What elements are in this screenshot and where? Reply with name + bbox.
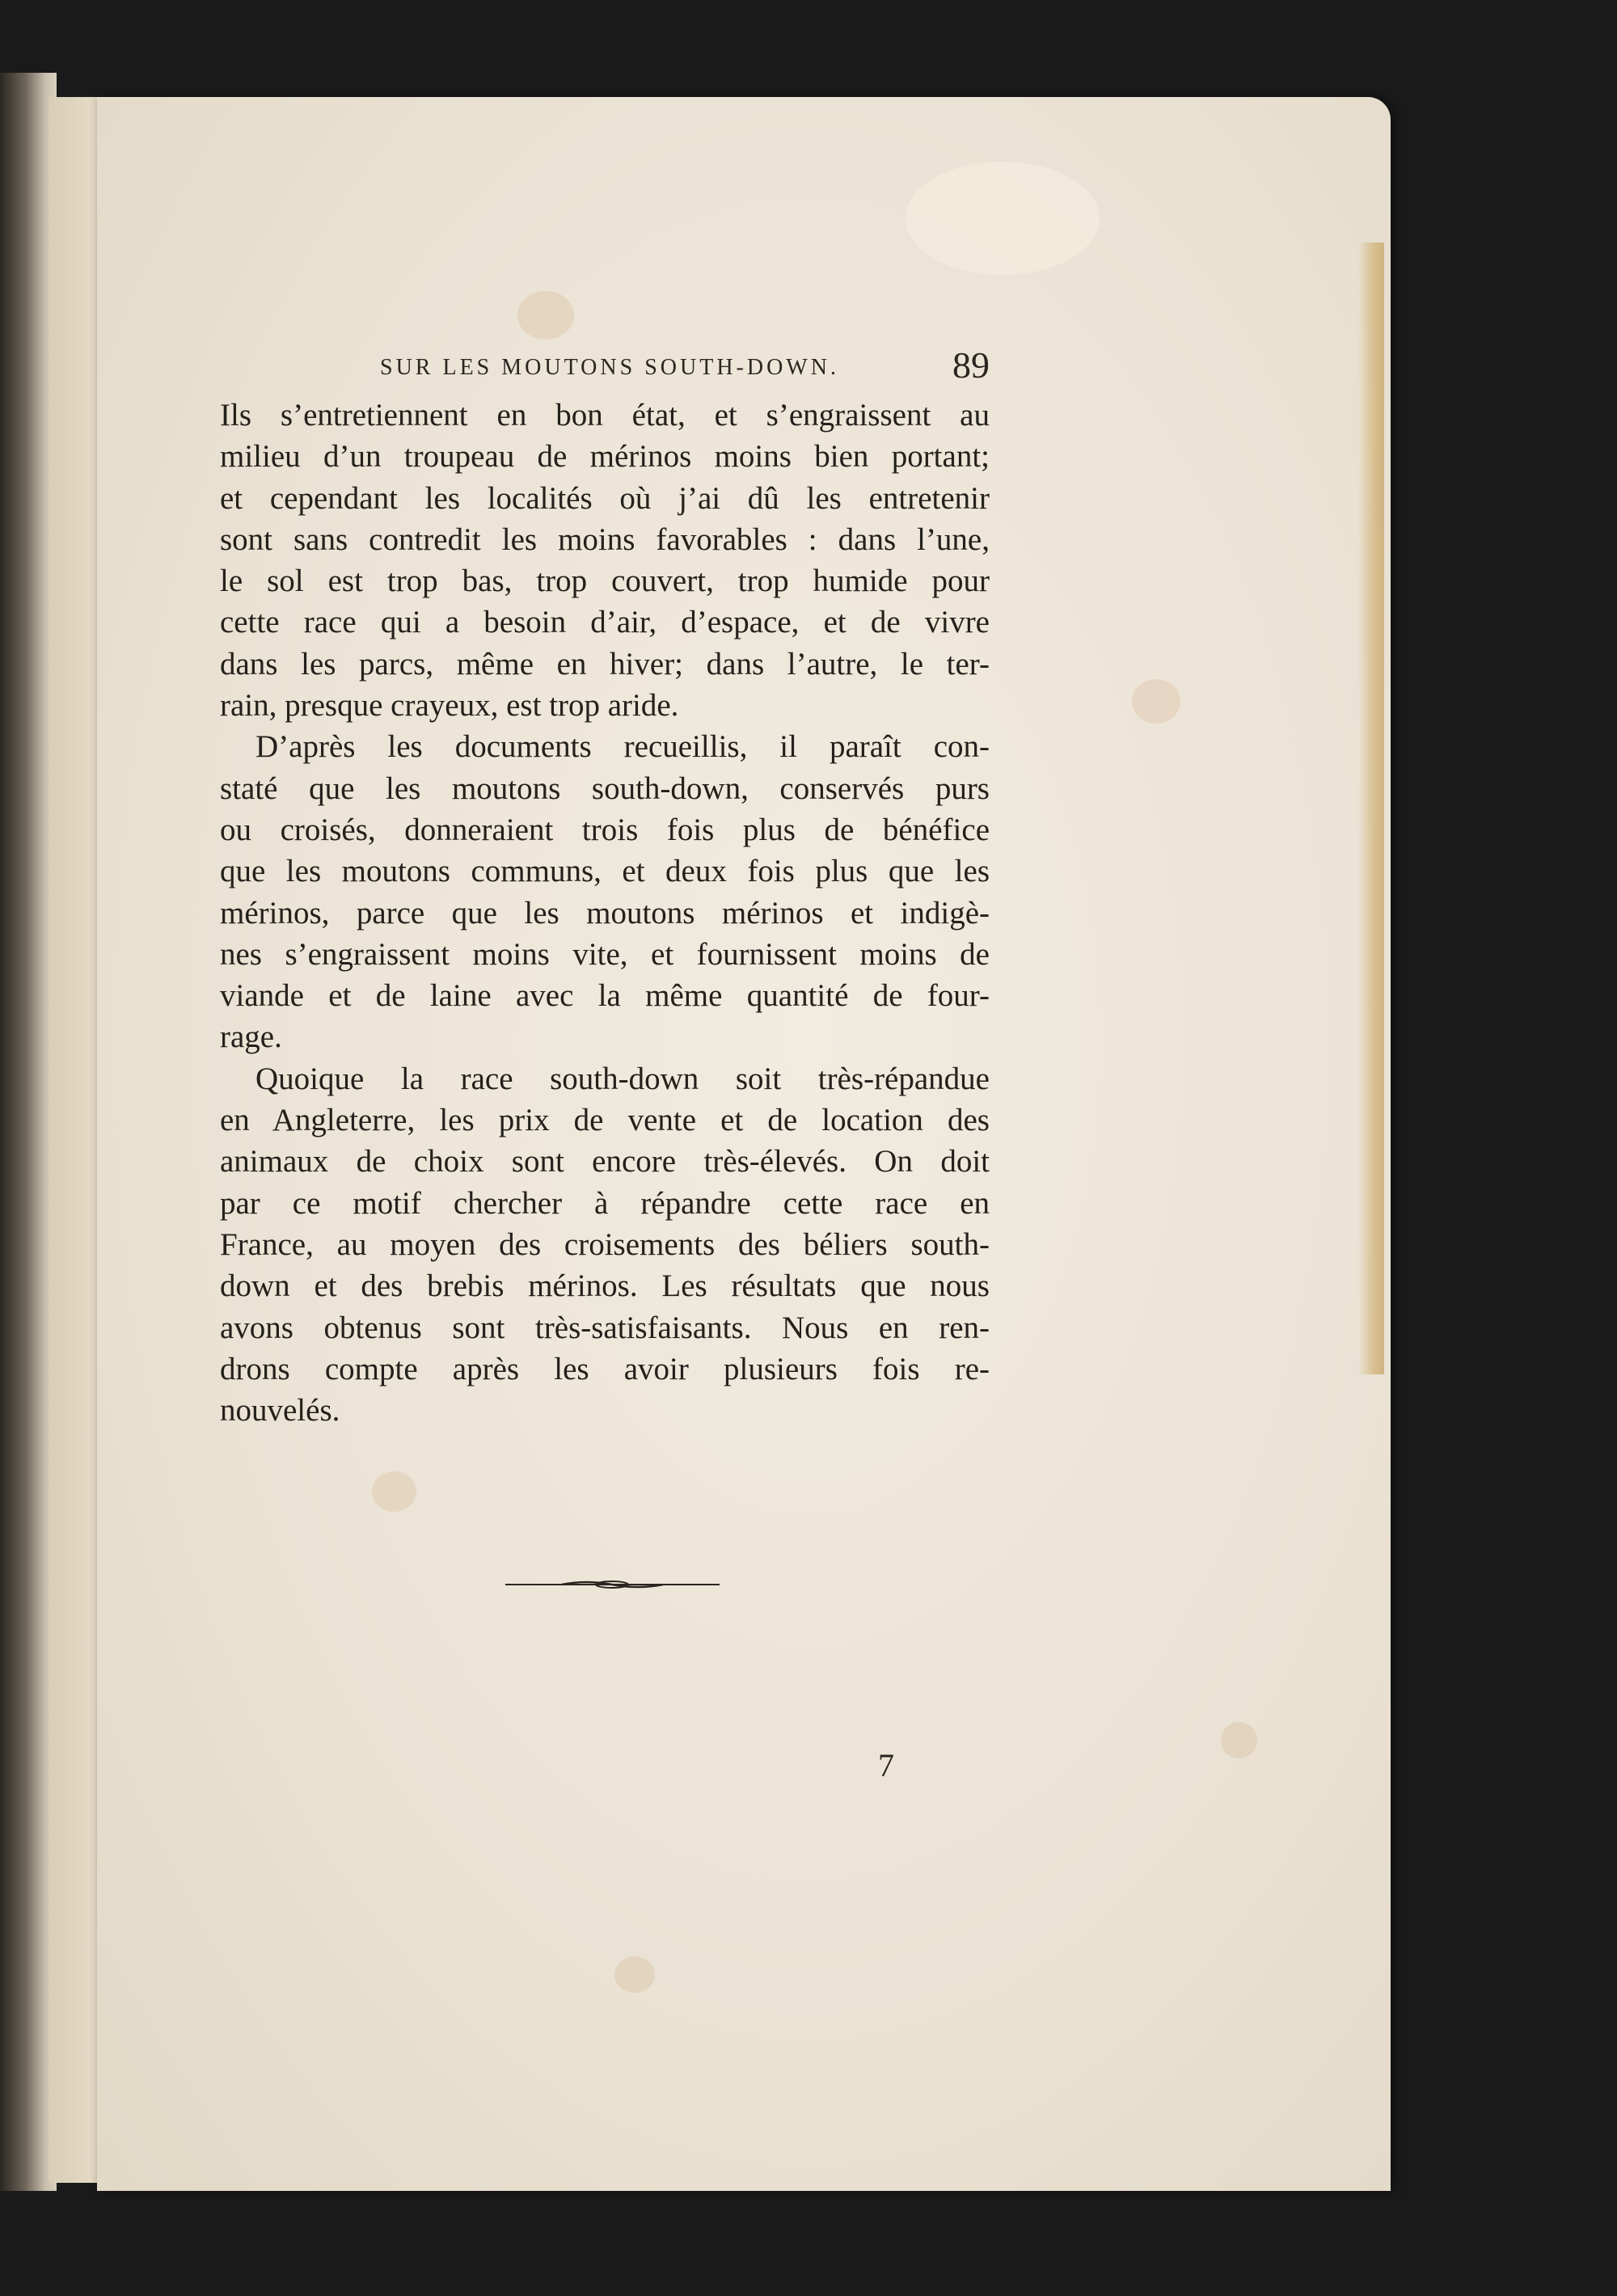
page-number: 89 [952,344,990,386]
text-line: cette race qui a besoin d’air, d’espace, et de vivre [220,605,990,640]
text-line: Quoique la race south-down soit très-répandue [255,1061,990,1096]
page-edge-tint [1358,243,1384,1374]
text-line: en Angleterre, les prix de vente et de location des [220,1103,990,1138]
text-line: staté que les moutons south-down, conservés purs [220,770,990,806]
text-line: Ils s’entretiennent en bon état, et s’engraissent au [220,398,990,433]
text-line: par ce motif chercher à répandre cette race en [220,1185,990,1221]
text-line: et cependant les localités où j’ai dû les entretenir [220,480,990,516]
text-line: rage. [220,1019,282,1055]
text-line: milieu d’un troupeau de mérinos moins bien portant; [220,439,990,475]
text-line: le sol est trop bas, trop couvert, trop humide pour [220,563,990,599]
text-line: D’après les documents recueillis, il paraît con- [255,729,990,765]
text-line: nouvelés. [220,1393,340,1429]
text-line: rain, presque crayeux, est trop aride. [220,688,679,724]
text-line: France, au moyen des croisements des béliers south- [220,1226,990,1262]
signature-mark: 7 [878,1747,894,1783]
text-line: que les moutons communs, et deux fois plus que les [220,854,990,889]
running-head: SUR LES MOUTONS SOUTH-DOWN. [380,355,839,380]
text-line: viande et de laine avec la même quantité de four- [220,978,990,1014]
text-line: ou croisés, donneraient trois fois plus de bénéfice [220,812,990,847]
text-line: sont sans contredit les moins favorables : dans l’une, [220,521,990,557]
text-line: drons compte après les avoir plusieurs fois re- [220,1351,990,1386]
body-text [220,395,990,1431]
text-line: animaux de choix sont encore très-élevés. On doit [220,1144,990,1180]
text-line: avons obtenus sont très-satisfaisants. Nous en ren- [220,1310,990,1345]
section-divider-ornament [505,1576,720,1593]
text-line: nes s’engraissent moins vite, et fournissent moins de [220,936,990,972]
page-header [243,344,1003,392]
text-line: dans les parcs, même en hiver; dans l’autre, le ter- [220,646,990,682]
text-line: down et des brebis mérinos. Les résultats que nous [220,1268,990,1304]
text-line: mérinos, parce que les moutons mérinos et indigè- [220,895,990,931]
